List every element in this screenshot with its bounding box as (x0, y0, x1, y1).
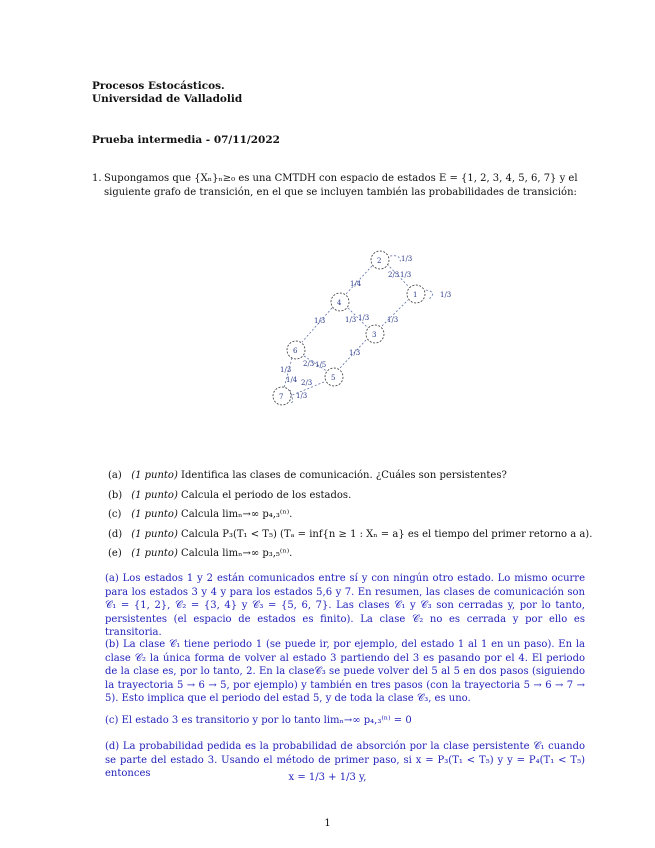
exam-title: Prueba intermedia - 07/11/2022 (92, 134, 280, 146)
question-text: Supongamos que {Xₙ}ₙ≥₀ es una CMTDH con espacio de estados E = {1, 2, 3, 4, 5, 6, 7} y el siguiente grafo de transición, en el que se incluyen también las probabilidades de transición: (104, 173, 578, 198)
part-text: Identifica las clases de comunicación. ¿Cuáles son persistentes? (181, 470, 507, 481)
loop-2 (390, 256, 400, 264)
part-label: (c) (108, 509, 122, 520)
part-label: (b) (108, 489, 123, 501)
prob-label: 1/3 (296, 392, 308, 400)
course-title: Procesos Estocásticos. (92, 80, 225, 92)
part-points: (1 punto) (131, 509, 178, 520)
part-text: Calcula limₙ→∞ p₄,₃⁽ⁿ⁾. (181, 509, 293, 520)
part-c (108, 505, 588, 525)
prob-label: 2/3 (301, 379, 313, 387)
node-label-7: 7 (279, 393, 284, 401)
prob-label: 2/3 (303, 360, 315, 368)
university-name: Universidad de Valladolid (92, 93, 243, 105)
node-label-1: 1 (413, 291, 418, 299)
prob-label: 1/3 (349, 349, 361, 357)
prob-label: 1/3 (440, 291, 452, 299)
prob-label: 1/4 (350, 280, 362, 288)
node-label-6: 6 (293, 347, 298, 355)
prob-label: 1/3 (401, 255, 413, 263)
part-points: (1 punto) (131, 470, 178, 481)
answer-a: (a) Los estados 1 y 2 están comunicados entre sí y con ningún otro estado. Lo mismo ocurre para los estados 3 y 4 y para los estados 5,6 y 7. En resumen, las clases de comunicación son 𝒞₁ = {1, 2}, 𝒞₂ = {3, 4} y 𝒞₃ = {5, 6, 7}. Las clases 𝒞₁ y 𝒞₃ son cerradas y, por lo tanto, persistentes (el espacio de estados es finito). La clase 𝒞₂ no es cerrada y por ello es transitoria. (105, 573, 585, 639)
question-number: 1. (92, 173, 102, 184)
prob-label: 1/3 (358, 314, 370, 322)
edge-4-6 (302, 308, 332, 342)
prob-label: 1/3 (345, 316, 357, 324)
course-header (92, 80, 242, 106)
answer-b: (b) La clase 𝒞₁ tiene periodo 1 (se puede ir, por ejemplo, del estado 1 al 1 en un paso). En la clase 𝒞₂ la única forma de volver al estado 3 partiendo del 3 es pasando por el 4. El periodo de la clase es, por lo tanto, 2. En la clase𝒞₃ se puede volver del 5 al 5 en dos pasos (siguiendo la trayectoria 5 → 6 → 5, por ejemplo) y también en tres pasos (con la trayectoria 5 → 6 → 7 → 5). Esto implica que el periodo del estad 5, y de toda la clase 𝒞₃, es uno. (105, 639, 585, 705)
question-1 (92, 172, 582, 200)
equation: x = 1/3 + 1/3 y, (288, 772, 367, 783)
prob-label: 1/3 (280, 366, 292, 374)
part-label: (e) (108, 548, 122, 559)
transition-graph (260, 240, 460, 415)
page-number: 1 (324, 818, 331, 829)
node-label-5: 5 (331, 374, 336, 382)
prob-label: 1/5 (315, 361, 327, 369)
part-e (108, 544, 588, 564)
part-label: (a) (108, 470, 122, 481)
loop-1 (426, 290, 433, 300)
part-points: (1 punto) (131, 528, 178, 540)
part-text: Calcula P₃(T₁ < T₅) (Tₐ = inf{n ≥ 1 : Xₙ = a} es el tiempo del primer retorno a a). (181, 528, 593, 540)
prob-label: 2/3 (388, 271, 400, 279)
part-points: (1 punto) (131, 548, 178, 559)
prob-label: 1/3 (400, 271, 412, 279)
node-label-3: 3 (372, 331, 377, 339)
part-text: Calcula el periodo de los estados. (181, 489, 352, 501)
part-text: Calcula limₙ→∞ p₃,₅⁽ⁿ⁾. (181, 548, 293, 559)
node-label-4: 4 (337, 299, 342, 307)
question-parts (108, 466, 593, 564)
part-points: (1 punto) (131, 489, 178, 501)
prob-label: 1/3 (387, 316, 399, 324)
answer-c: (c) El estado 3 es transitorio y por lo tanto limₙ→∞ p₄,₃⁽ⁿ⁾ = 0 (105, 715, 412, 726)
part-d (108, 525, 593, 545)
part-a (108, 466, 588, 486)
prob-label: 1/4 (286, 376, 298, 384)
part-label: (d) (108, 528, 123, 540)
prob-label: 1/3 (314, 317, 326, 325)
answer-d: (d) La probabilidad pedida es la probabilidad de absorción por la clase persistente 𝒞₁ cuando se parte del estado 3. Usando el método de primer paso, si x = P₃(T₁ < T₅) y y = P₄(T₁ < T₅) entonces (105, 741, 585, 780)
node-label-2: 2 (377, 257, 382, 265)
part-b (108, 486, 588, 506)
